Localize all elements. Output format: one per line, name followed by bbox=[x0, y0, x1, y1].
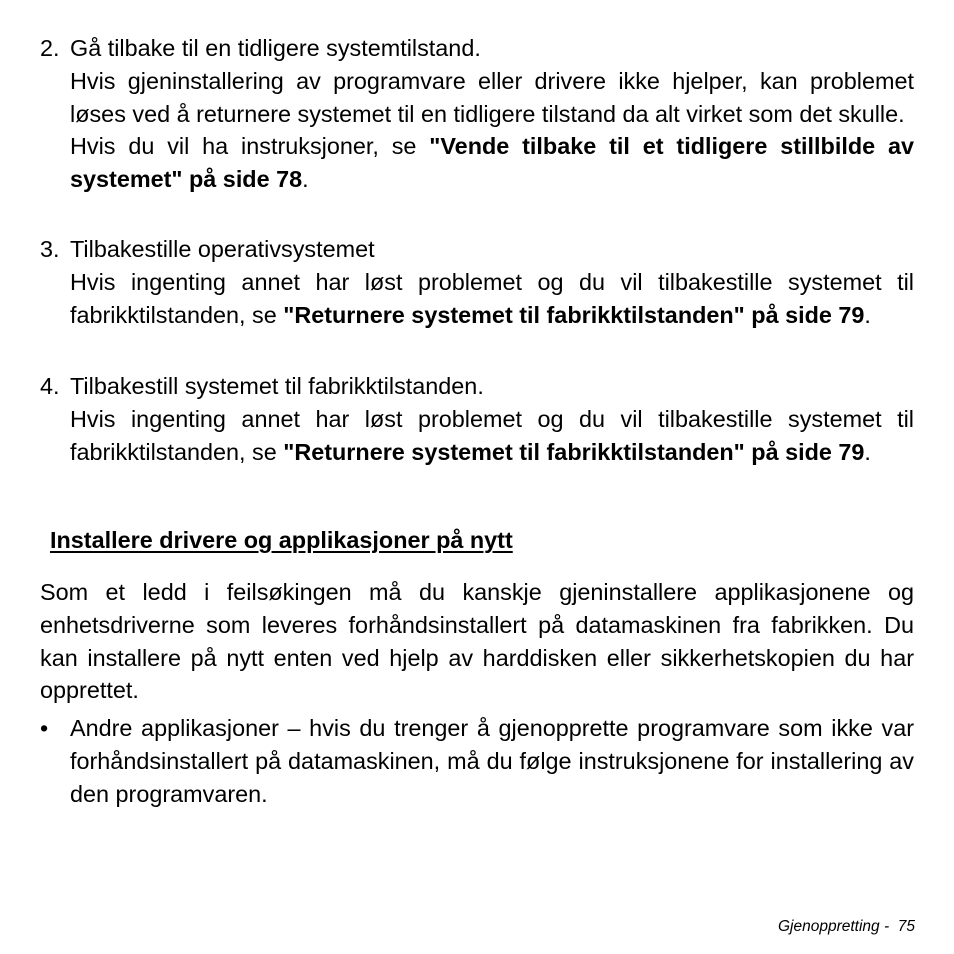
step-paragraph: Hvis gjeninstallering av programvare eller drivere ikke hjelper, kan problemet løses ved å returnere systemet til en tidligere tilstand da alt virket som det skulle. bbox=[70, 67, 914, 127]
step-paragraph bbox=[70, 266, 914, 332]
cross-reference-link[interactable]: "Vende tilbake til et tidligere stillbilde av systemet" på side 78 bbox=[70, 133, 914, 193]
step-number: 3. bbox=[40, 236, 60, 262]
paragraph-punctuation: . bbox=[302, 166, 309, 193]
paragraph-text: Hvis du vil ha instruksjoner, se bbox=[70, 133, 430, 160]
step-paragraph bbox=[70, 403, 914, 469]
section-intro-paragraph: Som et ledd i feilsøkingen må du kanskje gjeninstallere applikasjonene og enhetsdriverne som leveres forhåndsinstallert på datamaskinen fra fabrikken. Du kan installere på nytt enten ved hjelp av harddisken eller sikkerhetskopien du har opprettet. bbox=[40, 579, 914, 704]
step-body bbox=[70, 403, 914, 469]
paragraph-punctuation: . bbox=[864, 438, 871, 465]
bullet-text: Andre applikasjoner – hvis du trenger å gjenopprette programvare som ikke var forhåndsinstallert på datamaskinen, må du følge instruksjonene for installering av den programvaren. bbox=[70, 715, 914, 807]
paragraph-punctuation: . bbox=[864, 301, 871, 328]
cross-reference-link[interactable]: "Returnere systemet til fabrikktilstanden" på side 79 bbox=[283, 301, 865, 328]
step-number: 4. bbox=[40, 373, 60, 399]
step-number: 2. bbox=[40, 35, 60, 61]
bullet-list-item bbox=[40, 712, 914, 810]
paragraph-text: Hvis ingenting annet har løst problemet og du vil tilbakestille systemet til fabrikktilstanden, se bbox=[70, 268, 914, 328]
step-body bbox=[70, 266, 914, 332]
step-title: Tilbakestill systemet til fabrikktilstanden. bbox=[70, 373, 484, 399]
step-item-3 bbox=[40, 233, 914, 331]
step-title-row bbox=[40, 32, 914, 65]
cross-reference-link[interactable]: "Returnere systemet til fabrikktilstanden" på side 79 bbox=[283, 438, 865, 465]
step-title: Tilbakestille operativsystemet bbox=[70, 236, 375, 262]
page-footer bbox=[778, 917, 915, 937]
step-title-row bbox=[40, 233, 914, 266]
section-heading: Installere drivere og applikasjoner på nytt bbox=[50, 527, 513, 553]
step-body bbox=[70, 65, 914, 196]
step-paragraph bbox=[70, 130, 914, 196]
bullet-icon: • bbox=[40, 715, 49, 741]
page-number: 75 bbox=[897, 918, 915, 935]
step-title-row bbox=[40, 370, 914, 403]
step-title: Gå tilbake til en tidligere systemtilstand. bbox=[70, 35, 481, 61]
step-item-2 bbox=[40, 32, 914, 196]
step-item-4 bbox=[40, 370, 914, 468]
paragraph-text: Hvis ingenting annet har løst problemet og du vil tilbakestille systemet til fabrikktilstanden, se bbox=[70, 405, 914, 465]
footer-chapter: Gjenoppretting - bbox=[777, 918, 890, 935]
